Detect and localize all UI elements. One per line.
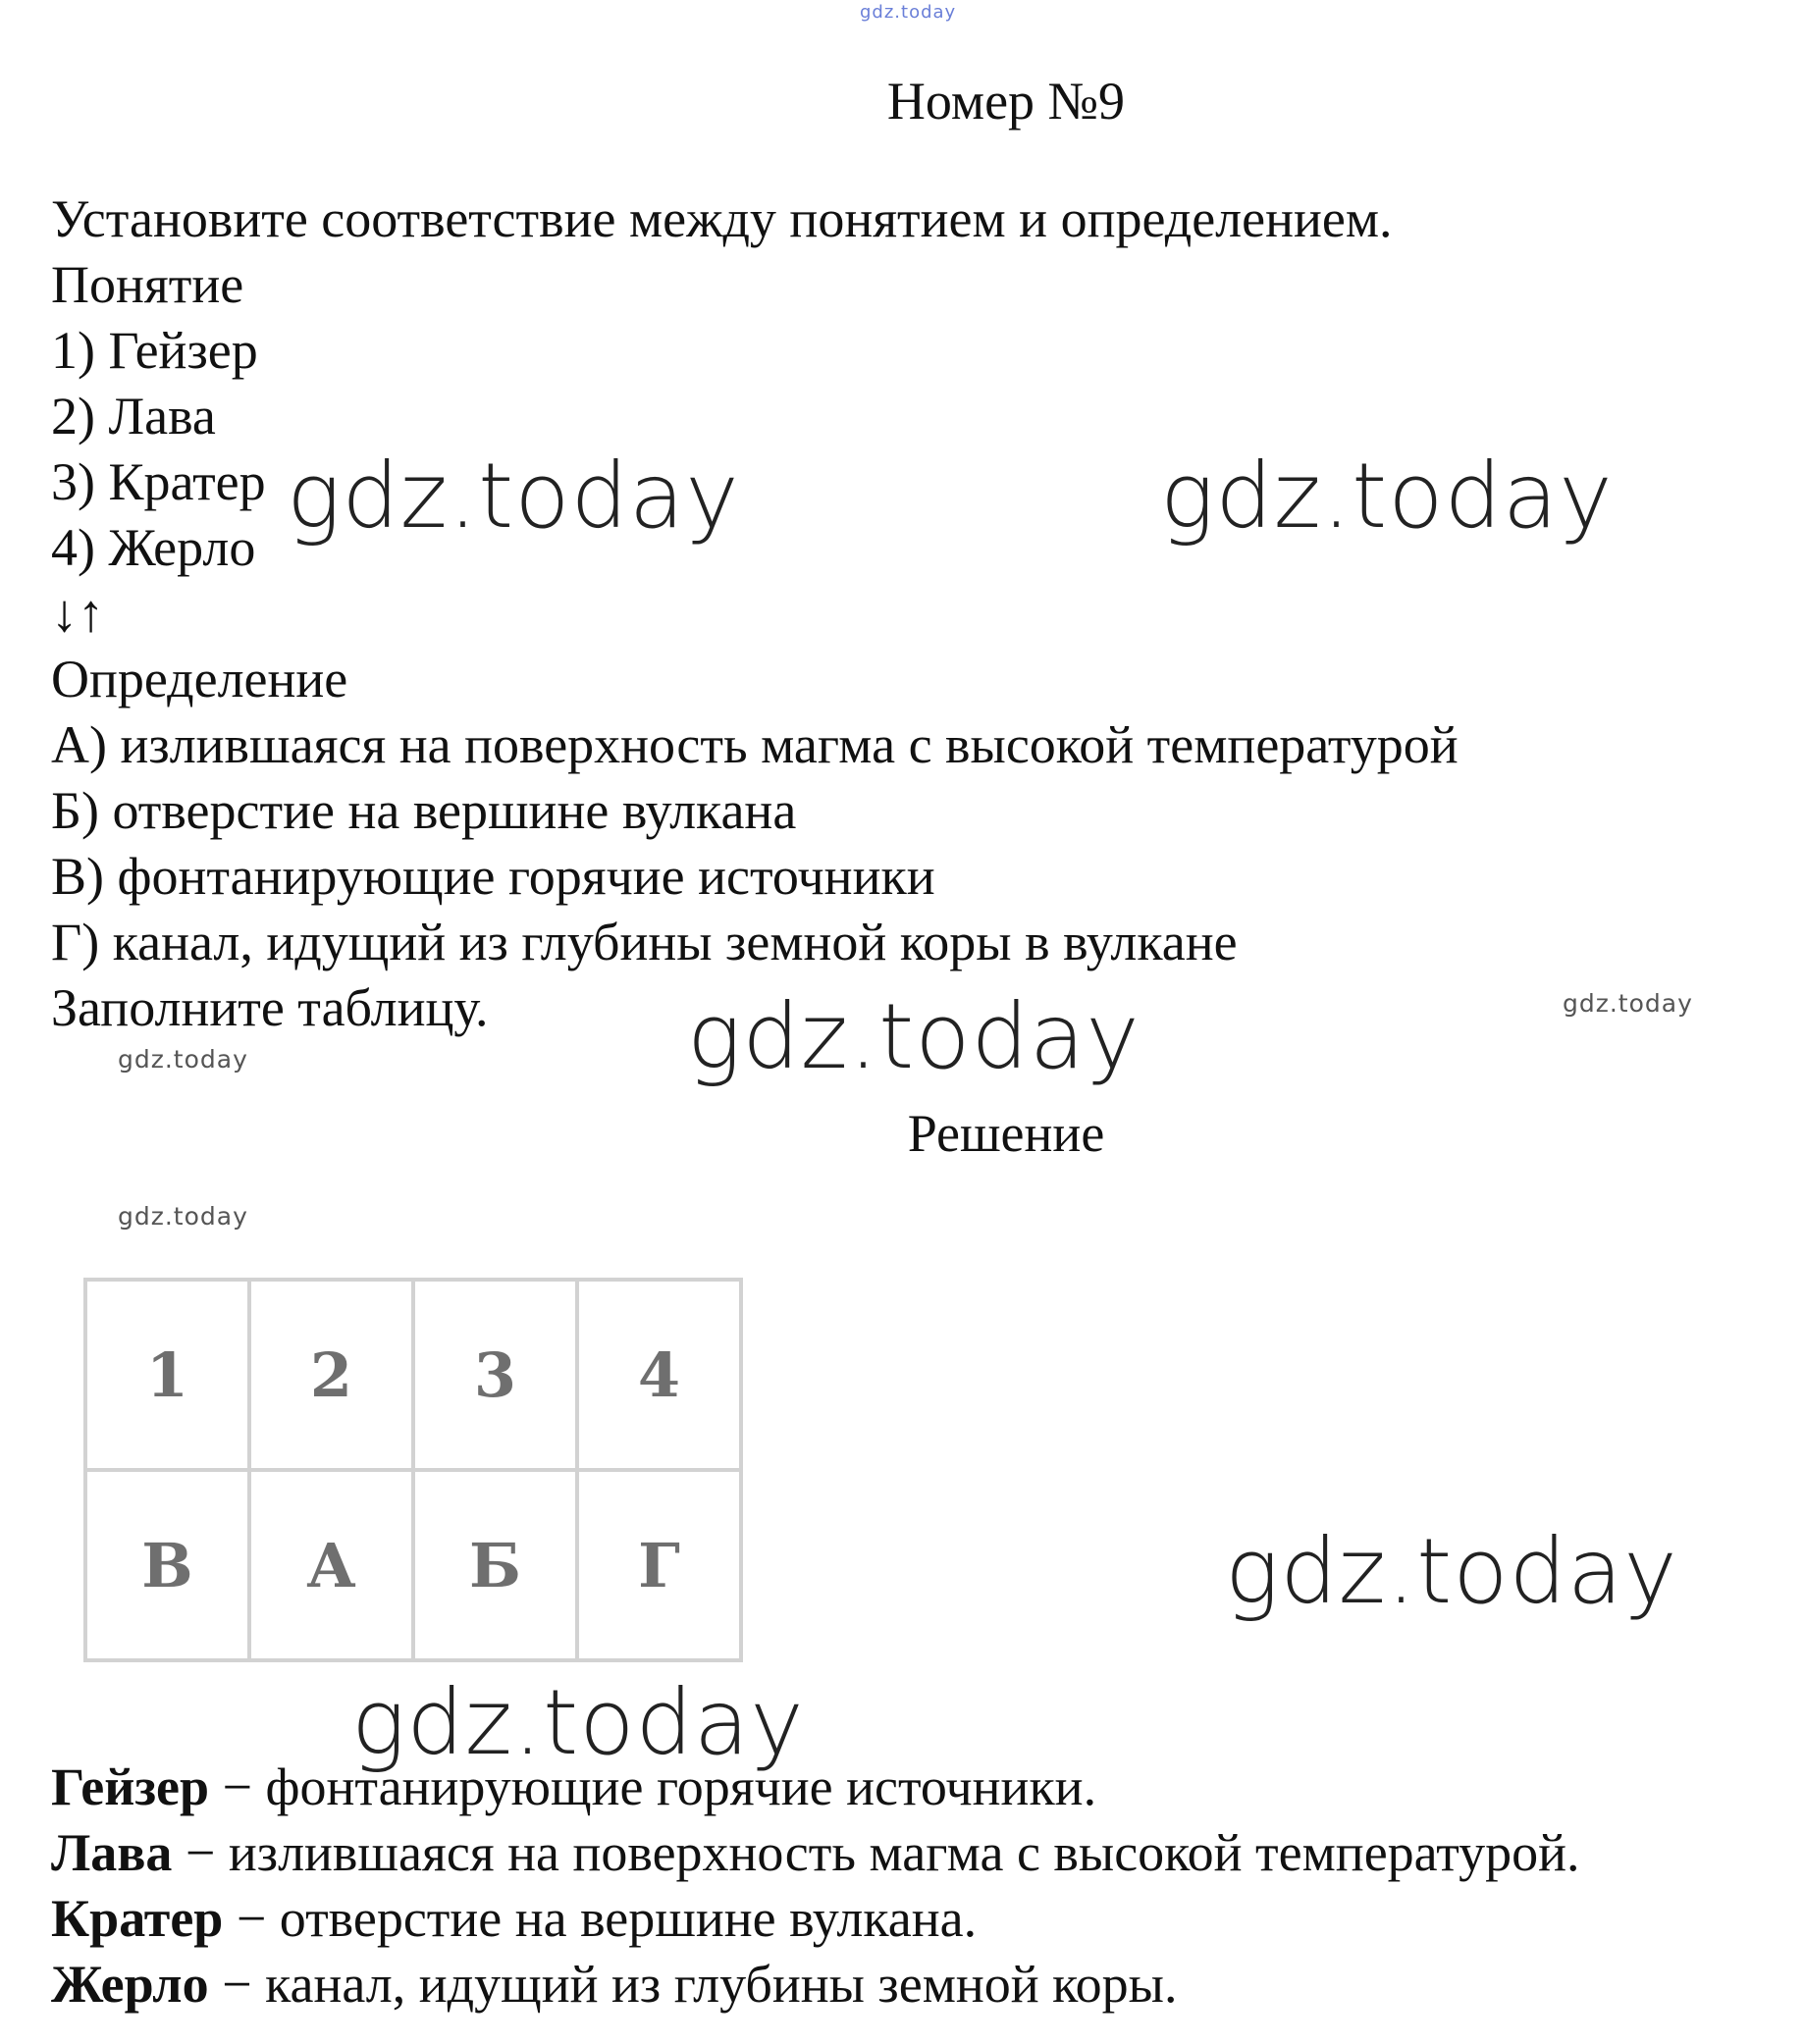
table-cell: 2: [249, 1280, 413, 1470]
definitions-heading: Определение: [51, 650, 348, 708]
concept-item: 1) Гейзер: [51, 321, 258, 380]
explanation-term: Жерло: [51, 1955, 209, 2014]
definition-item: Б) отверстие на вершине вулкана: [51, 781, 797, 840]
explanation-text: − канал, идущий из глубины земной коры.: [208, 1955, 1178, 2014]
explanation-text: − излившаяся на поверхность магма с высокой температурой.: [172, 1823, 1580, 1882]
watermark: gdz.today: [118, 1202, 248, 1231]
task-intro: Установите соответствие между понятием и определением.: [51, 189, 1393, 248]
table-cell: А: [249, 1470, 413, 1660]
watermark: gdz.today: [118, 1045, 248, 1074]
explanation-text: − отверстие на вершине вулкана.: [223, 1889, 978, 1948]
watermark: gdz.today: [351, 1670, 805, 1775]
explanation-term: Кратер: [51, 1889, 224, 1948]
arrows-symbol: ↓↑: [51, 584, 104, 643]
explanation-term: Гейзер: [51, 1757, 210, 1816]
table-cell: Г: [577, 1470, 741, 1660]
explanation-term: Лава: [51, 1823, 173, 1882]
definition-item: В) фонтанирующие горячие источники: [51, 847, 935, 906]
watermark: gdz.today: [287, 444, 740, 549]
concept-item: 3) Кратер: [51, 452, 266, 511]
explanations: [51, 1755, 1580, 2018]
explanation-item: [51, 1755, 1580, 1820]
table-cell: 3: [413, 1280, 577, 1470]
watermark: gdz.today: [1563, 989, 1693, 1018]
explanation-item: [51, 1886, 1580, 1952]
watermark-top: gdz.today: [860, 2, 957, 23]
concepts-heading: Понятие: [51, 255, 244, 314]
solution-heading: Решение: [907, 1104, 1105, 1163]
answer-table: [83, 1278, 743, 1662]
table-cell: 4: [577, 1280, 741, 1470]
task-text: [51, 186, 1759, 1041]
explanation-item: [51, 1820, 1580, 1886]
watermark: gdz.today: [687, 984, 1141, 1089]
definition-item: Г) канал, идущий из глубины земной коры в вулкане: [51, 913, 1238, 971]
concept-item: 2) Лава: [51, 387, 216, 445]
table-row: [85, 1470, 741, 1660]
table-cell: 1: [85, 1280, 249, 1470]
explanation-text: − фонтанирующие горячие источники.: [209, 1757, 1097, 1816]
table-cell: Б: [413, 1470, 577, 1660]
page-title: Номер №9: [886, 72, 1126, 131]
concept-item: 4) Жерло: [51, 518, 256, 577]
task-instruction: Заполните таблицу.: [51, 978, 489, 1037]
watermark: gdz.today: [1160, 444, 1614, 549]
table-row: [85, 1280, 741, 1470]
table-cell: В: [85, 1470, 249, 1660]
watermark: gdz.today: [1225, 1519, 1678, 1624]
definition-item: А) излившаяся на поверхность магма с высокой температурой: [51, 715, 1459, 774]
explanation-item: [51, 1952, 1580, 2018]
